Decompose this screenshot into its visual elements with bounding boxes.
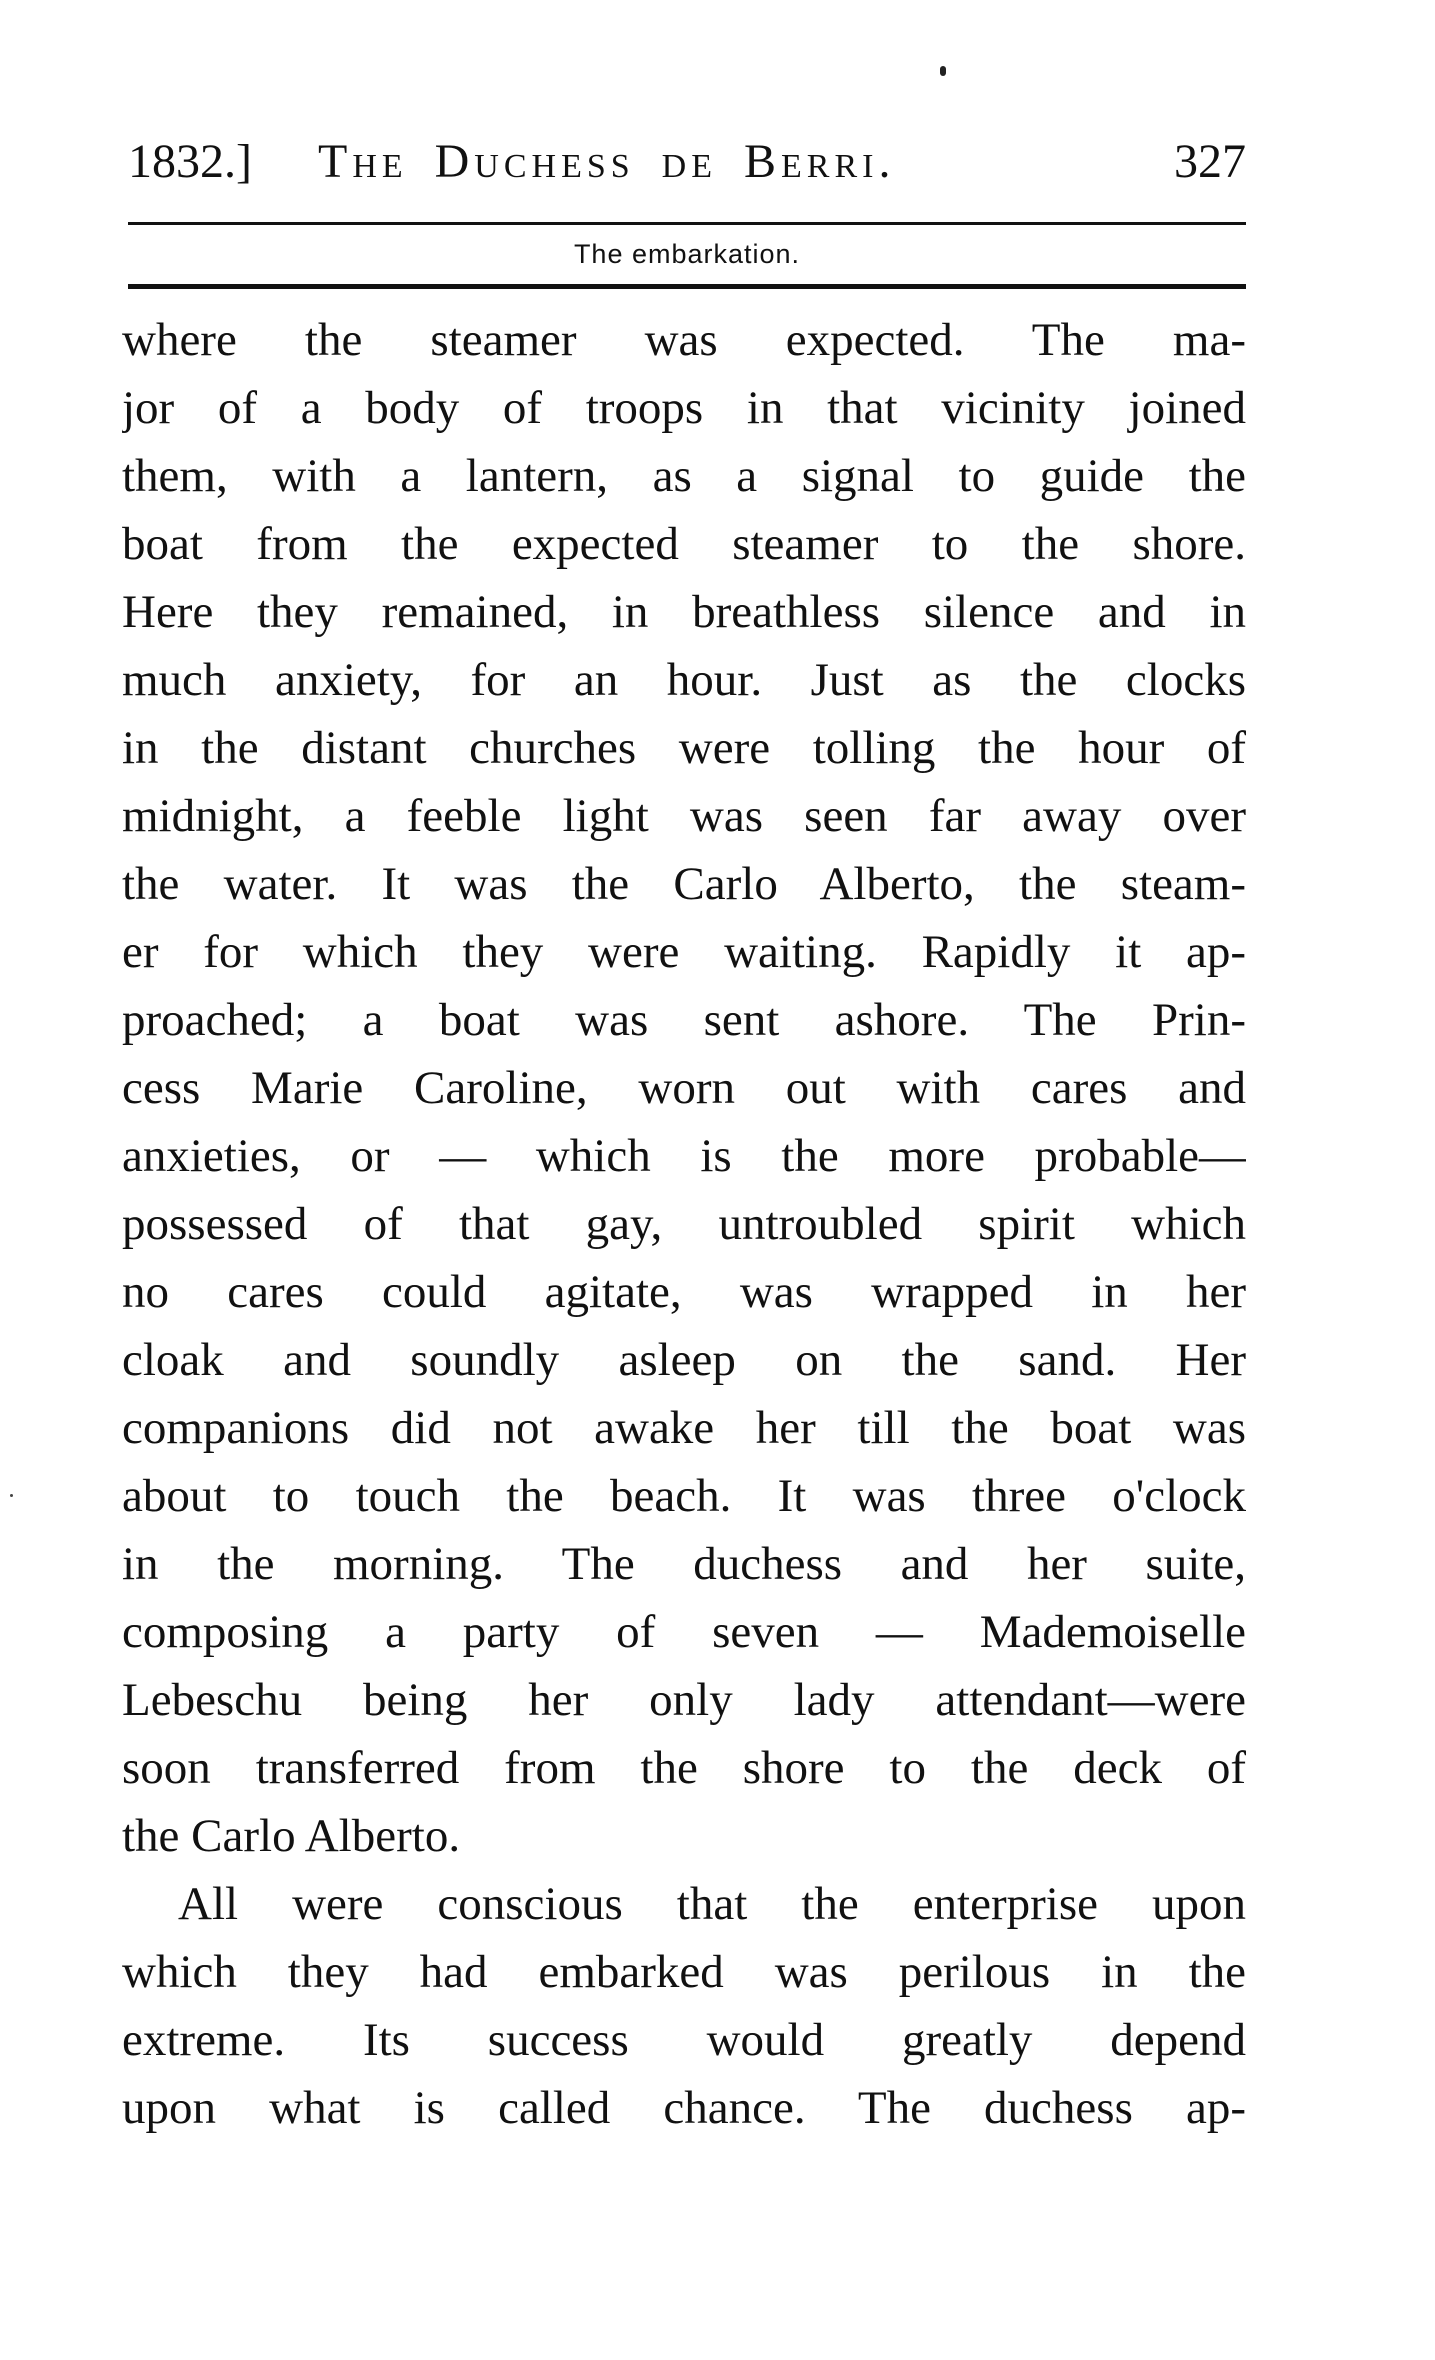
text-line: Lebeschu being her only lady attendant—were xyxy=(122,1674,1246,1726)
text-line: in the morning. The duchess and her suite, xyxy=(122,1538,1246,1590)
text-line: companions did not awake her till the boat was xyxy=(122,1402,1246,1454)
text-line: anxieties, or — which is the more probable— xyxy=(122,1130,1246,1182)
text-line: cess Marie Caroline, worn out with cares and xyxy=(122,1062,1246,1114)
text-line: proached; a boat was sent ashore. The Prin- xyxy=(122,994,1246,1046)
running-head-date: 1832.] xyxy=(128,135,252,188)
text-line: no cares could agitate, was wrapped in her xyxy=(122,1266,1246,1318)
text-line: in the distant churches were tolling the hour of xyxy=(122,722,1246,774)
text-line: midnight, a feeble light was seen far away over xyxy=(122,790,1246,842)
text-line: All were conscious that the enterprise upon xyxy=(178,1878,1246,1930)
text-line: possessed of that gay, untroubled spirit which xyxy=(122,1198,1246,1250)
header-rule-top xyxy=(128,222,1246,225)
text-line: much anxiety, for an hour. Just as the clocks xyxy=(122,654,1246,706)
section-subheading: The embarkation. xyxy=(573,239,801,269)
margin-dot xyxy=(10,1494,13,1497)
text-line: jor of a body of troops in that vicinity joined xyxy=(122,382,1246,434)
text-line: the water. It was the Carlo Alberto, the steam- xyxy=(122,858,1246,910)
text-line: the Carlo Alberto. xyxy=(122,1810,461,1862)
text-line: Here they remained, in breathless silence and in xyxy=(122,586,1246,638)
body-text xyxy=(122,306,1246,2142)
text-line: er for which they were waiting. Rapidly it ap- xyxy=(122,926,1246,978)
text-line: upon what is called chance. The duchess ap- xyxy=(122,2082,1246,2134)
page-number: 327 xyxy=(1174,135,1246,188)
text-line: them, with a lantern, as a signal to guide the xyxy=(122,450,1246,502)
running-head-title: The Duchess de Berri. xyxy=(318,135,896,188)
text-line: which they had embarked was perilous in the xyxy=(122,1946,1246,1998)
text-line: about to touch the beach. It was three o'clock xyxy=(122,1470,1246,1522)
text-line: cloak and soundly asleep on the sand. Her xyxy=(122,1334,1246,1386)
text-line: composing a party of seven — Mademoiselle xyxy=(122,1606,1246,1658)
text-line: extreme. Its success would greatly depend xyxy=(122,2014,1246,2066)
ink-speck xyxy=(940,66,946,76)
running-head xyxy=(128,132,1246,192)
text-line: soon transferred from the shore to the deck of xyxy=(122,1742,1246,1794)
paragraph xyxy=(122,1870,1246,2142)
paragraph xyxy=(122,306,1246,1870)
text-line: where the steamer was expected. The ma- xyxy=(122,314,1246,366)
header-rule-bottom xyxy=(128,284,1246,289)
text-line: boat from the expected steamer to the shore. xyxy=(122,518,1246,570)
